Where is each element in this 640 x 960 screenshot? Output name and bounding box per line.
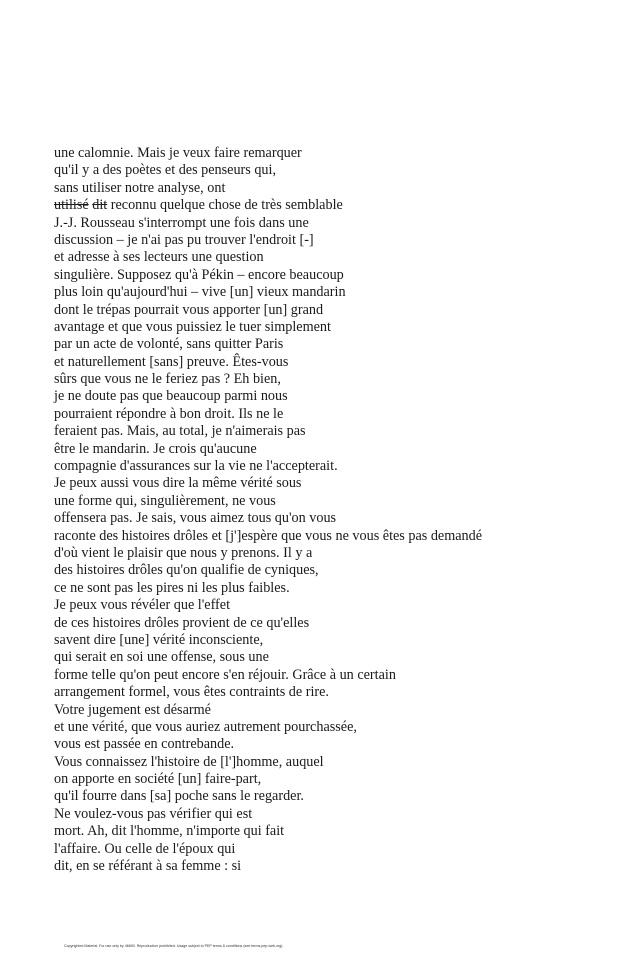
text-line: Je peux vous révéler que l'effet xyxy=(54,597,231,614)
struck-word: utilisé xyxy=(54,197,89,214)
text-line: de ces histoires drôles provient de ce qu'elles xyxy=(54,614,310,631)
text-line: l'affaire. Ou celle de l'époux qui xyxy=(54,840,236,857)
text-line: d'où vient le plaisir que nous y prenons. Il y a xyxy=(54,544,313,561)
text-line: Vous connaissez l'histoire de [l']homme, auquel xyxy=(54,753,324,770)
text-line: Je peux aussi vous dire la même vérité sous xyxy=(54,475,302,492)
text-line: raconte des histoires drôles et [j']espère que vous ne vous êtes pas demandé xyxy=(54,527,483,544)
text-line: et naturellement [sans] preuve. Êtes-vous xyxy=(54,353,289,370)
text-line: feraient pas. Mais, au total, je n'aimerais pas xyxy=(54,423,306,440)
text-line: arrangement formel, vous êtes contraints de rire. xyxy=(54,684,329,701)
text-line: dont le trépas pourrait vous apporter [un] grand xyxy=(54,301,324,318)
text-line xyxy=(54,197,629,214)
text-line: savent dire [une] vérité inconsciente, xyxy=(54,631,264,648)
line-continuation: reconnu quelque chose de très semblable xyxy=(107,197,343,214)
text-line: je ne doute pas que beaucoup parmi nous xyxy=(54,388,288,405)
text-line: singulière. Supposez qu'à Pékin – encore beaucoup xyxy=(54,266,344,283)
text-line: J.-J. Rousseau s'interrompt une fois dans une xyxy=(54,214,309,231)
text-line: et une vérité, que vous auriez autrement pourchassée, xyxy=(54,718,357,735)
struck-word: dit xyxy=(92,197,108,214)
manuscript-text xyxy=(54,145,629,875)
text-line: ce ne sont pas les pires ni les plus faibles. xyxy=(54,579,290,596)
text-line: une forme qui, singulièrement, ne vous xyxy=(54,492,276,509)
text-line: forme telle qu'on peut encore s'en réjouir. Grâce à un certain xyxy=(54,666,396,683)
text-line: Votre jugement est désarmé xyxy=(54,701,211,718)
text-line: avantage et que vous puissiez le tuer simplement xyxy=(54,318,331,335)
text-line: des histoires drôles qu'on qualifie de cyniques, xyxy=(54,562,319,579)
text-line: discussion – je n'ai pas pu trouver l'endroit [-] xyxy=(54,231,314,248)
text-line: et adresse à ses lecteurs une question xyxy=(54,249,264,266)
text-line: une calomnie. Mais je veux faire remarquer xyxy=(54,145,302,161)
text-line: qu'il y a des poètes et des penseurs qui, xyxy=(54,162,277,179)
text-line: on apporte en société [un] faire-part, xyxy=(54,771,262,788)
text-line: vous est passée en contrebande. xyxy=(54,736,235,753)
text-line: Ne voulez-vous pas vérifier qui est xyxy=(54,805,253,822)
text-line: sans utiliser notre analyse, ont xyxy=(54,179,226,196)
text-line: par un acte de volonté, sans quitter Paris xyxy=(54,336,284,353)
text-line: sûrs que vous ne le feriez pas ? Eh bien, xyxy=(54,371,281,388)
copyright-footer: Copyrighted Material. For use only by 46890. Reproduction prohibited. Usage subject to PEP terms & conditions (see terms.pep-web.org). xyxy=(64,944,284,948)
text-line: compagnie d'assurances sur la vie ne l'accepterait. xyxy=(54,458,338,475)
text-line: être le mandarin. Je crois qu'aucune xyxy=(54,440,257,457)
text-line: dit, en se référant à sa femme : si xyxy=(54,858,242,875)
text-line: mort. Ah, dit l'homme, n'importe qui fait xyxy=(54,823,285,840)
text-line: qui serait en soi une offense, sous une xyxy=(54,649,269,666)
text-line: qu'il fourre dans [sa] poche sans le regarder. xyxy=(54,788,304,805)
text-line: pourraient répondre à bon droit. Ils ne le xyxy=(54,405,284,422)
text-line: offensera pas. Je sais, vous aimez tous qu'on vous xyxy=(54,510,337,527)
text-line: plus loin qu'aujourd'hui – vive [un] vieux mandarin xyxy=(54,284,346,301)
